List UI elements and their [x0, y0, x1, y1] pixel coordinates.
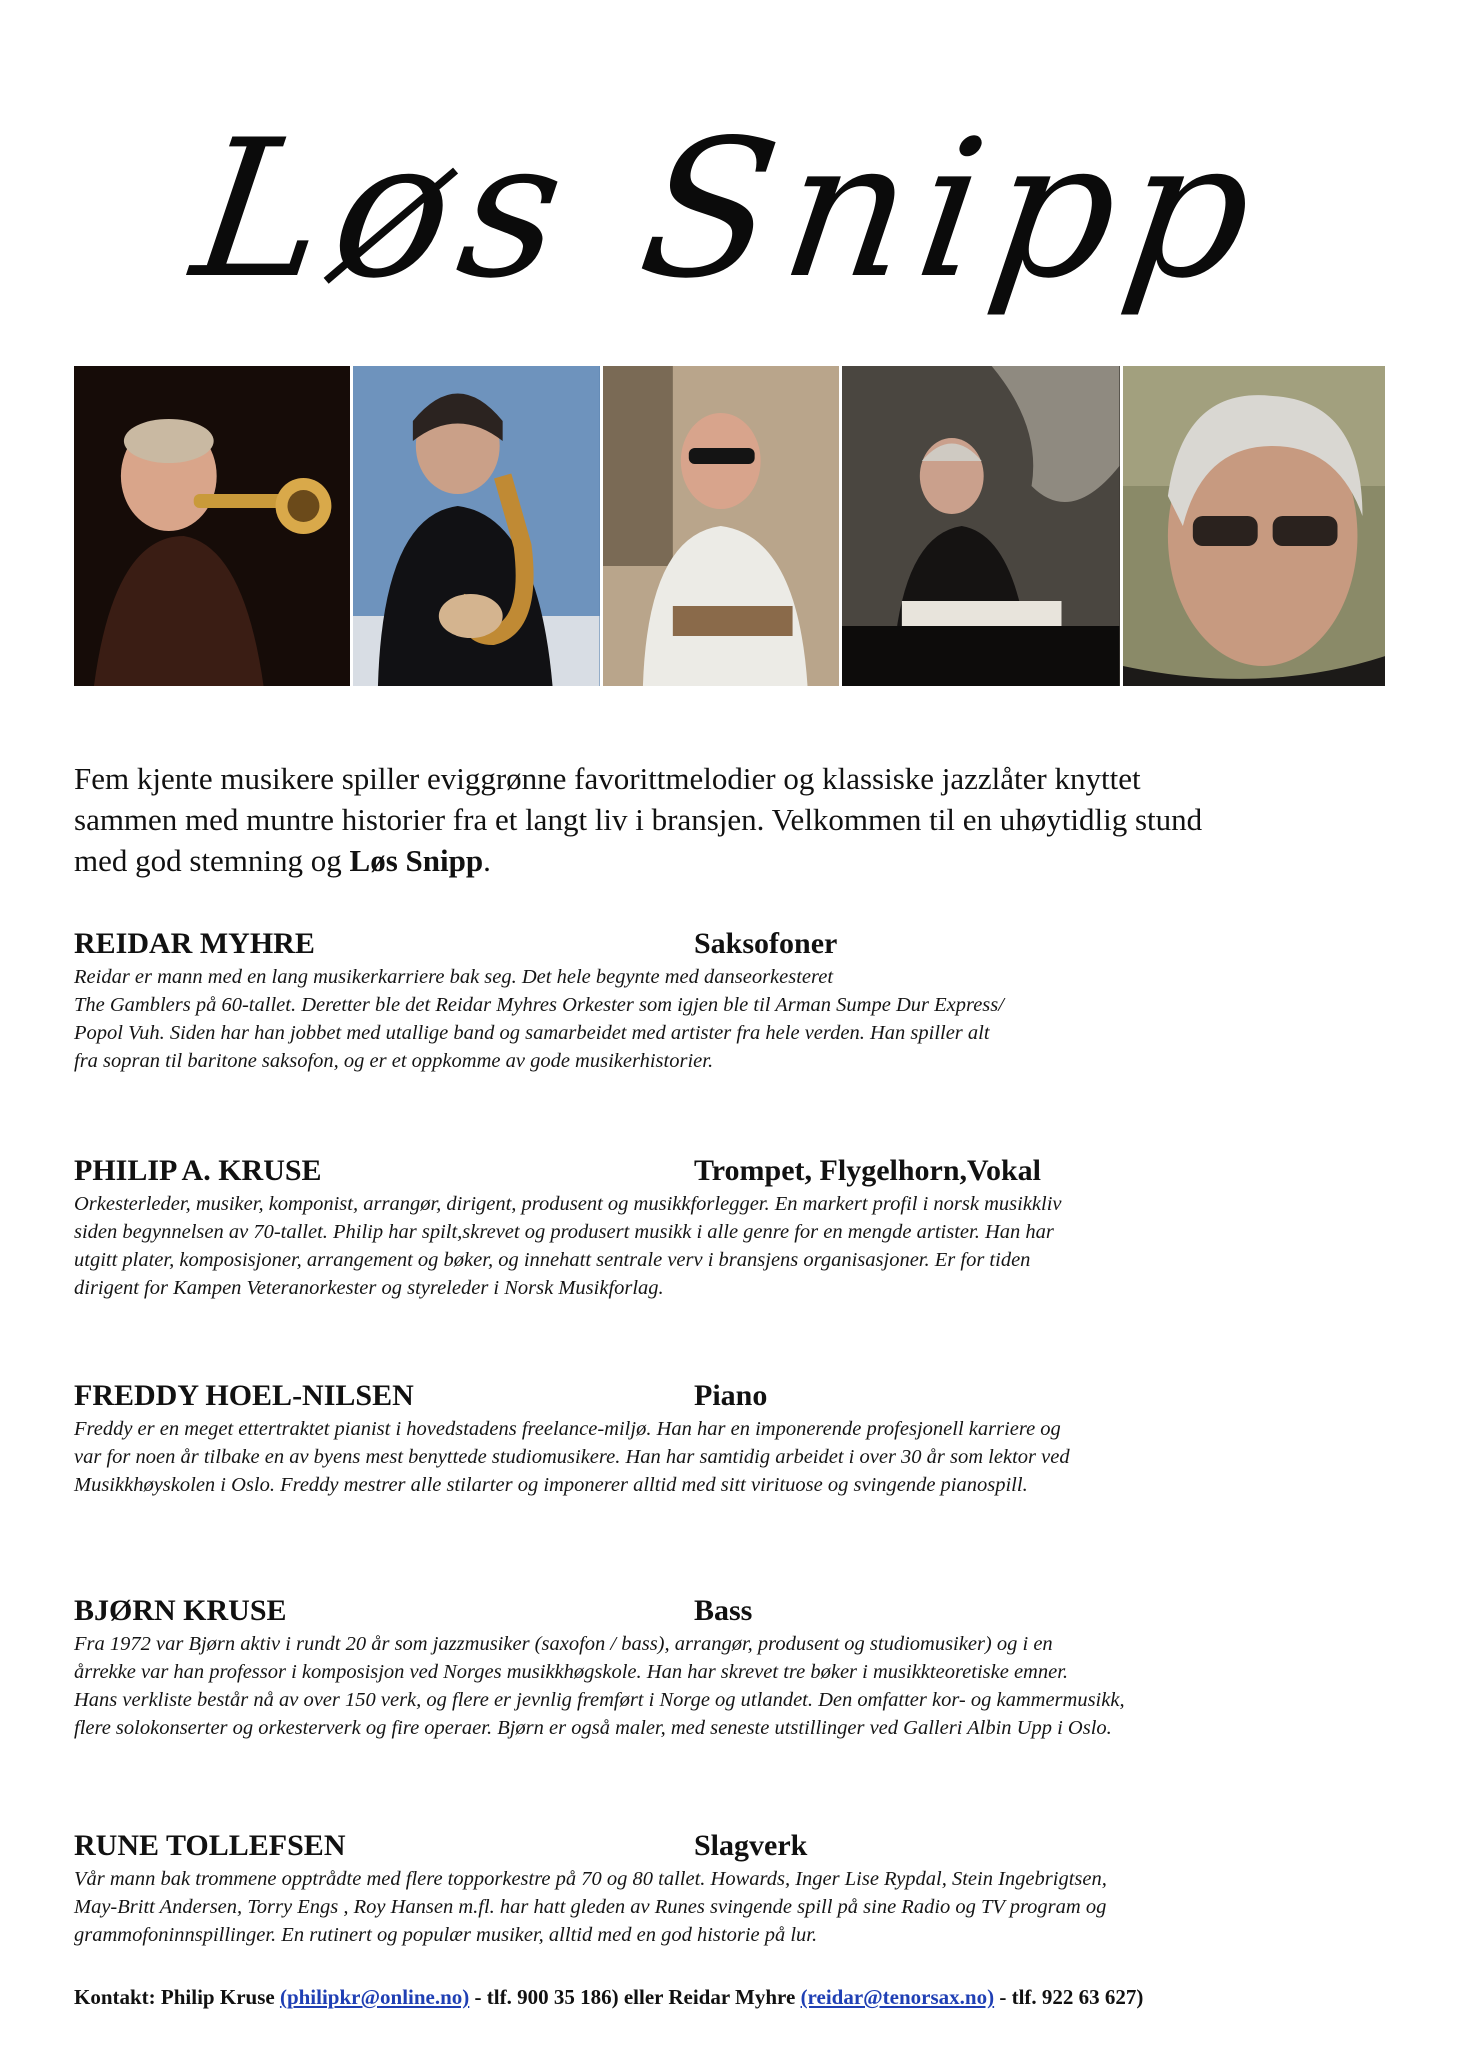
member-instrument: Slagverk: [694, 1829, 808, 1862]
drummer-portrait-photo: [1123, 366, 1385, 686]
member-rune-tollefsen: [74, 1827, 1394, 1949]
member-bio: Freddy er en meget ettertraktet pianist i hovedstadens freelance-miljø. Han har en imponerende profesjonell karriere og var for noen år tilbake en av byens mest benyttede studiomusikere. Han har samtidig arbeidet i over 30 år som lektor ved Musikkhøyskolen i Oslo. Freddy mestrer alle stilarter og imponerer alltid med sitt virituose og svingende pianospill.: [74, 1418, 1070, 1496]
intro-line: med god stemning og Løs Snipp.: [74, 843, 491, 878]
member-bio: Reidar er mann med en lang musikerkarriere bak seg. Det hele begynte med danseorkesteret The Gamblers på 60-tallet. Deretter ble det Reidar Myhres Orkester som igjen ble til Arman Sumpe Dur Express/ Popol Vuh. Siden har han jobbet med utallige band og samarbeidet med artister fra hele verden. Han spiller alt fra sopran til baritone saksofon, og er et oppkomme av gode musikerhistorier.: [74, 966, 1004, 1072]
piano-player-photo: [842, 366, 1119, 686]
intro-line: sammen med muntre historier fra et langt liv i bransjen. Velkommen til en uhøytidlig stund: [74, 802, 1203, 837]
member-name: RUNE TOLLEFSEN: [74, 1829, 346, 1862]
intro-paragraph: [74, 758, 1374, 881]
member-name: REIDAR MYHRE: [74, 927, 315, 960]
member-name: PHILIP A. KRUSE: [74, 1154, 322, 1187]
member-reidar-myhre: [74, 925, 1394, 1075]
member-instrument: Saksofoner: [694, 927, 838, 960]
saxophone-player-photo: [353, 366, 599, 686]
email-link-philip[interactable]: (philipkr@online.no): [279, 1985, 470, 2009]
trumpet-player-photo: [74, 366, 350, 686]
member-bio: Vår mann bak trommene opptrådte med flere topporkestre på 70 og 80 tallet. Howards, Inger Lise Rypdal, Stein Ingebrigtsen, May-Britt Andersen, Torry Engs , Roy Hansen m.fl. har hatt gleden av Runes svingende spill på sine Radio og TV program og grammofoninnspillinger. En rutinert og populær musiker, alltid med en god historie på lur.: [74, 1868, 1107, 1946]
page-title: Løs Snipp: [182, 99, 1277, 320]
bass-player-photo: [603, 366, 839, 686]
member-bio: Fra 1972 var Bjørn aktiv i rundt 20 år som jazzmusiker (saxofon / bass), arrangør, produsent og studiomusiker) og i en årrekke var han professor i komposisjon ved Norges musikkhøgskole. Han har skrevet tre bøker i musikkteoretiske emner. Hans verkliste består nå av over 150 verk, og flere er jevnlig fremført i Norge og utlandet. Den omfatter kor- og kammermusikk, flere solokonserter og orkesterverk og fire operaer. Bjørn er også maler, med seneste utstillinger ved Galleri Albin Upp i Oslo.: [74, 1633, 1125, 1739]
intro-line: Fem kjente musikere spiller eviggrønne favorittmelodier og klassiske jazzlåter knyttet: [74, 761, 1141, 796]
member-name: FREDDY HOEL-NILSEN: [74, 1379, 414, 1412]
member-freddy-hoel-nilsen: [74, 1377, 1394, 1499]
member-bjorn-kruse: [74, 1592, 1394, 1742]
member-instrument: Bass: [694, 1594, 753, 1627]
member-instrument: Piano: [694, 1379, 768, 1412]
member-philip-kruse: [74, 1152, 1394, 1302]
member-bio: Orkesterleder, musiker, komponist, arrangør, dirigent, produsent og musikkforlegger. En markert profil i norsk musikkliv siden begynnelsen av 70-tallet. Philip har spilt,skrevet og produsert musikk i alle genre for en mengde artister. Han har utgitt plater, komposisjoner, arrangement og bøker, og innehatt sentrale verv i bransjens organisasjoner. Er for tiden dirigent for Kampen Veteranorkester og styreleder i Norsk Musikforlag.: [74, 1193, 1062, 1299]
musician-photo-strip: [74, 366, 1385, 686]
email-link-reidar[interactable]: (reidar@tenorsax.no): [800, 1985, 995, 2009]
band-name-bold: Løs Snipp: [349, 843, 484, 878]
member-instrument: Trompet, Flygelhorn,Vokal: [694, 1154, 1041, 1187]
member-name: BJØRN KRUSE: [74, 1594, 287, 1627]
contact-line: Kontakt: Philip Kruse (philipkr@online.no) - tlf. 900 35 186) eller Reidar Myhre (reidar@tenorsax.no) - tlf. 922 63 627): [74, 1985, 1144, 2009]
